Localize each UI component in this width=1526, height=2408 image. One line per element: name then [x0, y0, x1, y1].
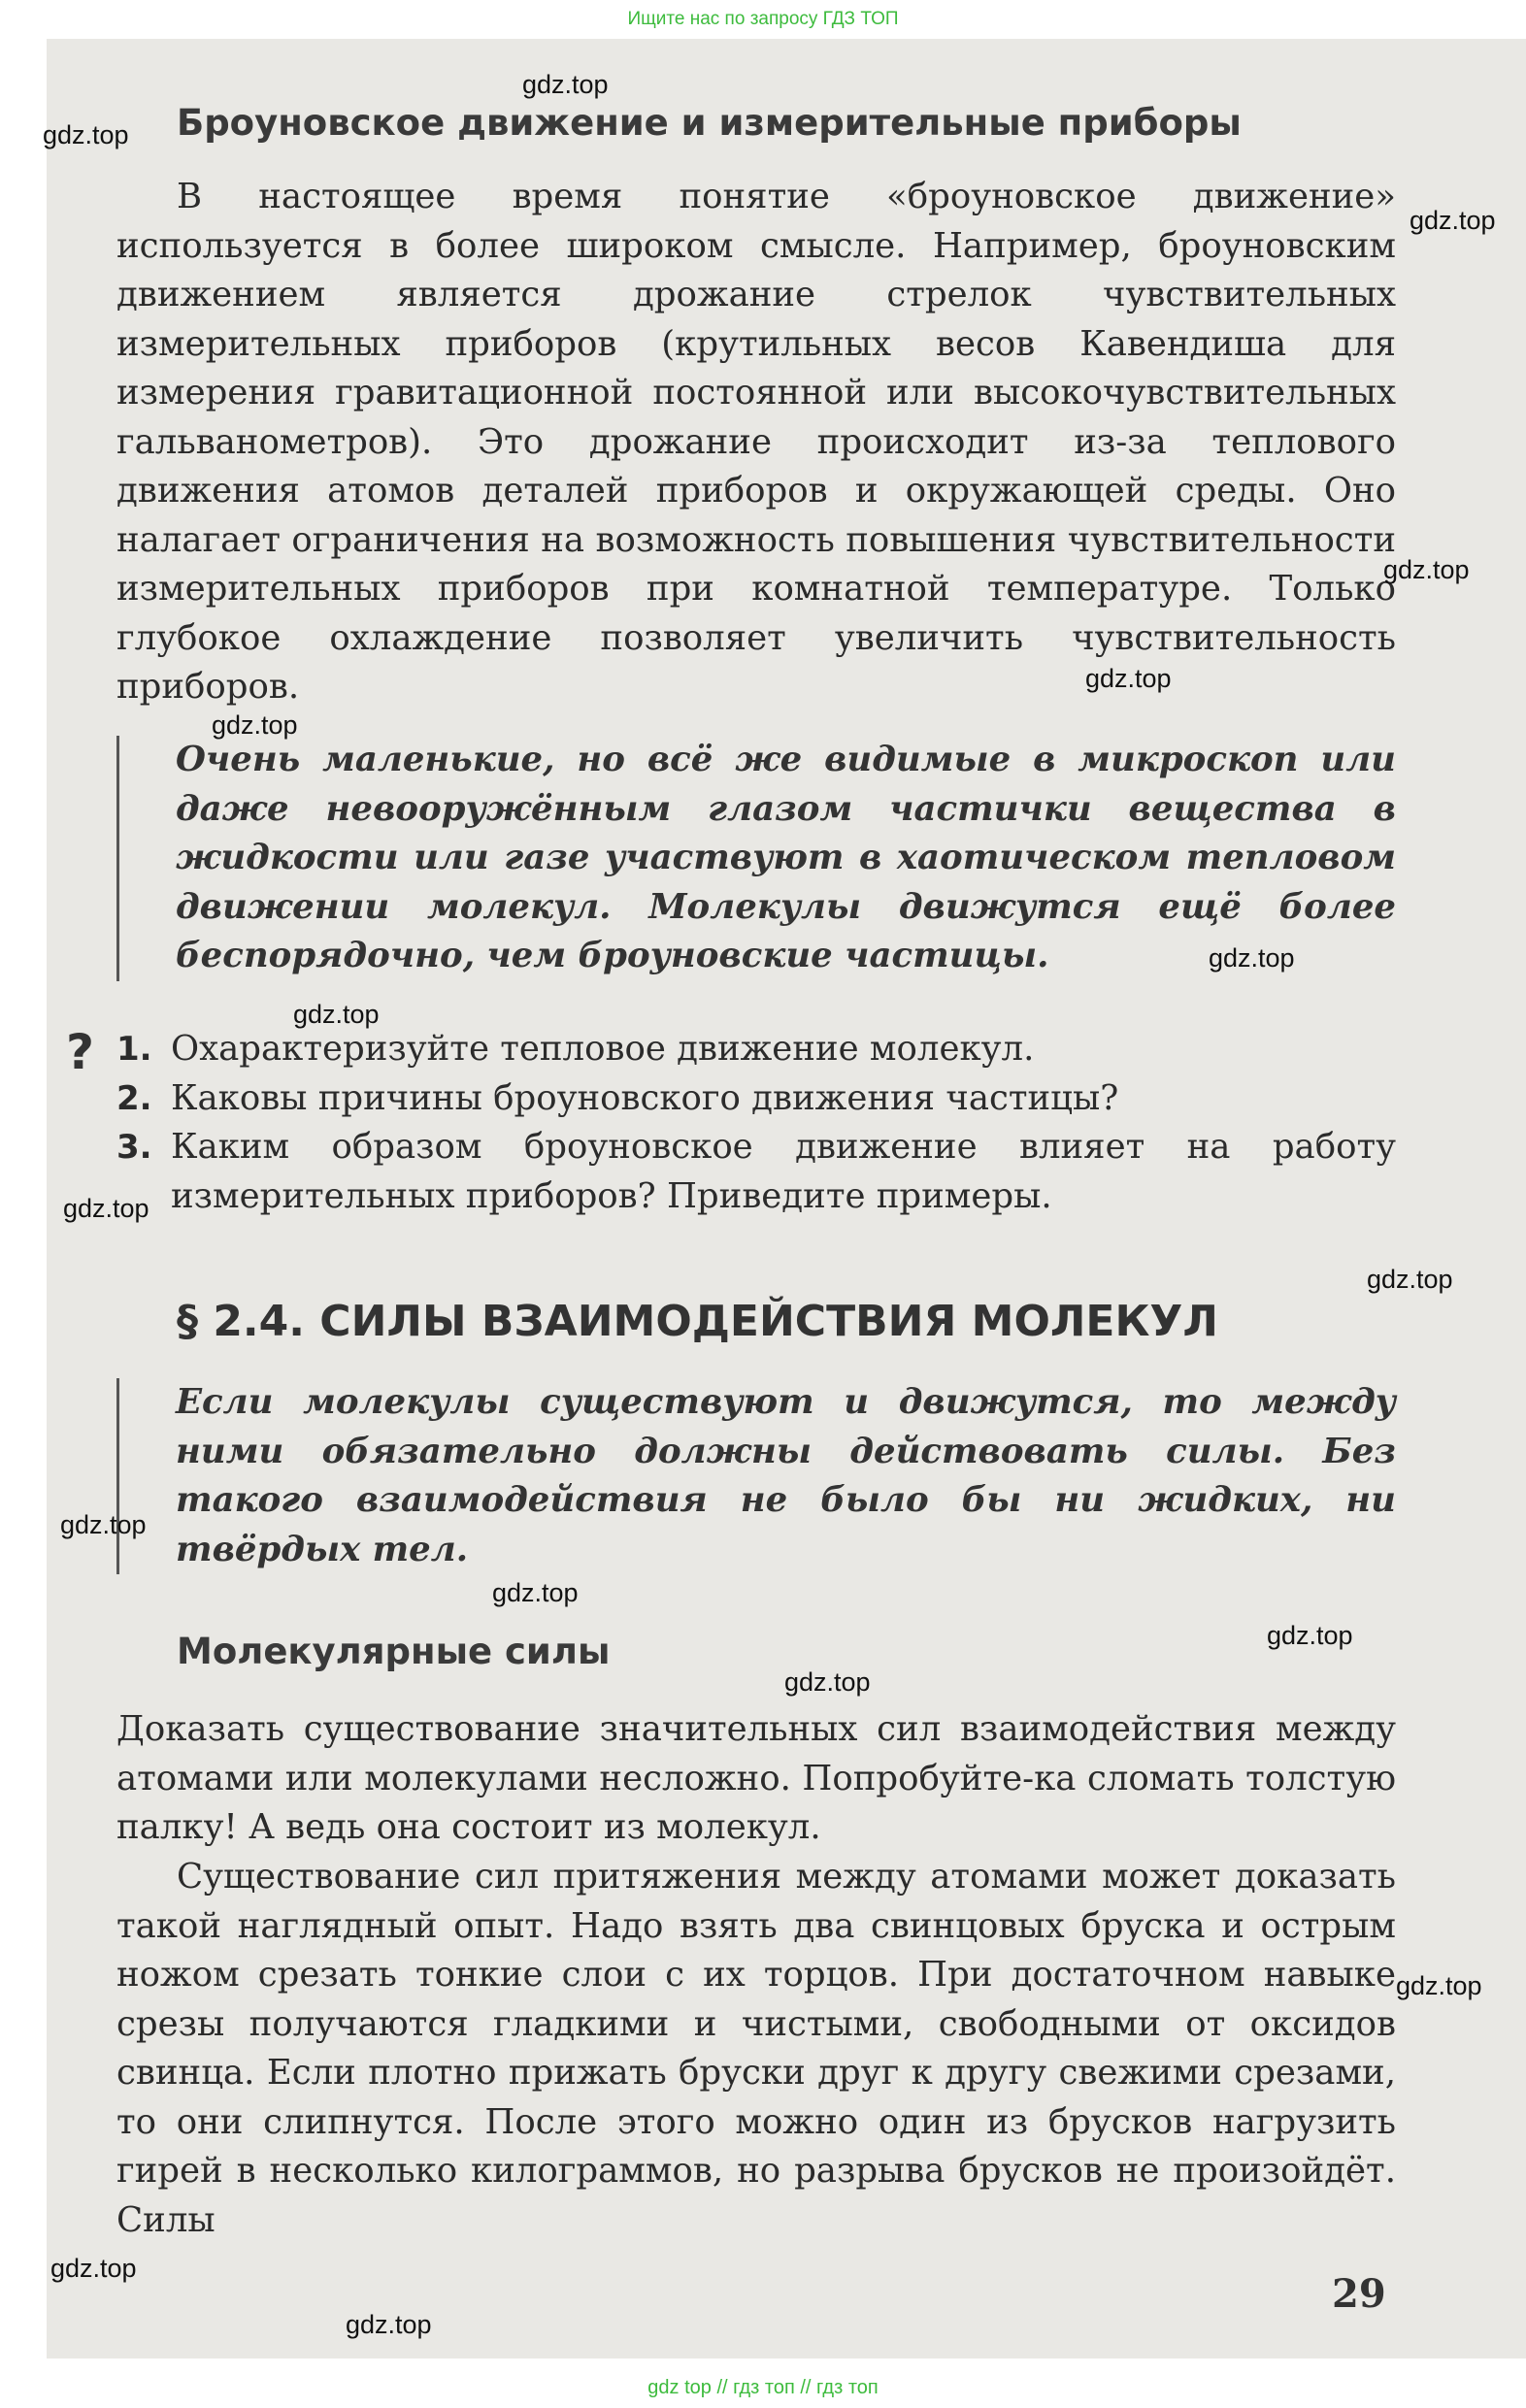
watermark: gdz.top: [1267, 1621, 1353, 1650]
question-mark-icon: ?: [66, 1024, 95, 1080]
question-item: [116, 1025, 1396, 1074]
question-number: 2.: [116, 1078, 152, 1118]
watermark: gdz.top: [1085, 664, 1172, 693]
question-text: Каким образом броуновское движение влияет на работу измерительных приборов? Приведите примеры.: [171, 1127, 1396, 1216]
brownian-instruments-heading: Броуновское движение и измерительные приборы: [177, 102, 1242, 144]
watermark: gdz.top: [1410, 206, 1496, 235]
watermark: gdz.top: [784, 1667, 871, 1697]
watermark: gdz.top: [346, 2310, 432, 2339]
molecular-forces-heading: Молекулярные силы: [177, 1631, 611, 1672]
bottom-banner[interactable]: gdz top // гдз топ // гдз топ: [647, 2377, 879, 2398]
watermark: gdz.top: [522, 70, 609, 99]
question-item: [116, 1123, 1396, 1221]
brownian-summary: Очень маленькие, но всё же видимые в микроскоп или даже невооружённым глазом частички вещества в жидкости или газе участвуют в хаотическом тепловом движении молекул. Молекулы движутся ещё более беспорядочно, чем броуновские частицы.: [116, 736, 1396, 981]
question-number: 1.: [116, 1030, 152, 1069]
question-text: Охарактеризуйте тепловое движение молекул.: [171, 1029, 1035, 1069]
question-item: [116, 1074, 1396, 1124]
watermark: gdz.top: [1396, 1971, 1482, 2000]
question-number: 3.: [116, 1128, 152, 1167]
watermark: gdz.top: [492, 1578, 579, 1607]
watermark: gdz.top: [1209, 943, 1295, 973]
watermark: gdz.top: [212, 710, 298, 740]
watermark: gdz.top: [1383, 555, 1470, 584]
watermark: gdz.top: [43, 120, 129, 149]
page-number: 29: [1332, 2271, 1386, 2317]
watermark: gdz.top: [60, 1510, 147, 1539]
forces-paragraph-1: Доказать существование значительных сил взаимодействия между атомами или молекулами несложно. Попробуйте-ка сломать толстую палку! А ведь она состоит из молекул.: [116, 1709, 1396, 1847]
forces-paragraph-2: Существование сил притяжения между атомами может доказать такой наглядный опыт. Надо взять два свинцовых бруска и острым ножом срезать тонкие слои с их торцов. При достаточном навыке срезы получаются гладкими и чистыми, свободными от оксидов свинца. Если плотно прижать бруски друг к другу свежими срезами, то они слипнутся. После этого можно один из брусков нагрузить гирей в несколько килограммов, но разрыва брусков не произойдёт. Силы: [116, 1857, 1396, 2240]
question-text: Каковы причины броуновского движения частицы?: [171, 1077, 1119, 1118]
section-heading: § 2.4. СИЛЫ ВЗАИМОДЕЙСТВИЯ МОЛЕКУЛ: [177, 1297, 1218, 1346]
top-banner[interactable]: Ищите нас по запросу ГДЗ ТОП: [627, 9, 899, 29]
watermark: gdz.top: [50, 2254, 137, 2283]
brownian-paragraph: В настоящее время понятие «броуновское движение» используется в более широком смысле. Например, броуновским движением является дрожание стрелок чувствительных измерительных приборов (крутильных весов Кавендиша для измерения гравитационной постоянной или высокочувствительных гальванометров). Это дрожание происходит из-за теплового движения атомов деталей приборов и окружающей среды. Оно налагает ограничения на возможность повышения чувствительности измерительных приборов при комнатной температуре. Только глубокое охлаждение позволяет увеличить чувствительность приборов.: [116, 177, 1396, 707]
review-questions: [116, 1025, 1396, 1221]
watermark: gdz.top: [1367, 1265, 1453, 1294]
watermark: gdz.top: [293, 1000, 380, 1029]
section-intro: Если молекулы существуют и движутся, то между ними обязательно должны действовать силы. Без такого взаимодействия не было бы ни жидких, ни твёрдых тел.: [116, 1378, 1396, 1574]
watermark: gdz.top: [63, 1194, 149, 1223]
